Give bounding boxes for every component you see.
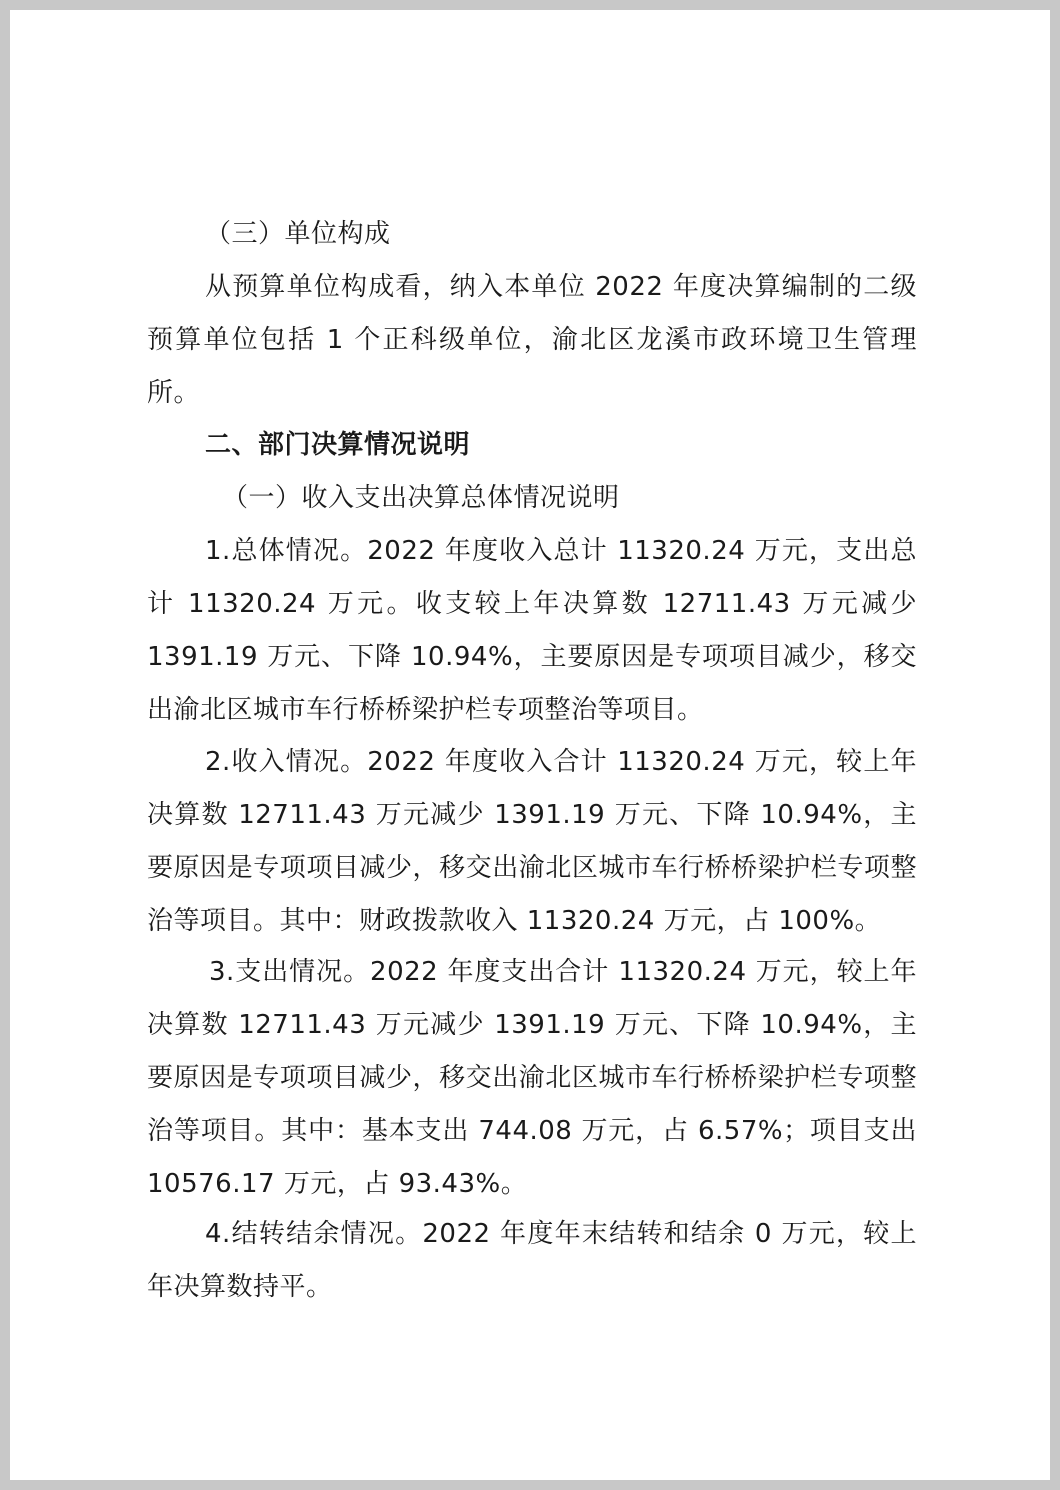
item-4-carryover: 4.结转结余情况。2022 年度年末结转和结余 0 万元，较上年决算数持平。 <box>147 1219 917 1302</box>
item-1-overall: 1.总体情况。2022 年度收入总计 11320.24 万元，支出总计 11320.24 万元。收支较上年决算数 12711.43 万元减少 1391.19 万元、下降 10.94%，主要原因是专项项目减少，移交出渝北区城市车行桥桥梁护栏专项整治等项目。 <box>147 536 917 725</box>
part-2-heading: 二、部门决算情况说明 <box>205 430 471 460</box>
section-3-body: 从预算单位构成看，纳入本单位 2022 年度决算编制的二级预算单位包括 1 个正科级单位，渝北区龙溪市政环境卫生管理所。 <box>147 272 917 408</box>
subsection-1-title: （一）收入支出决算总体情况说明 <box>222 483 620 513</box>
item-3-expenditure: 3.支出情况。2022 年度支出合计 11320.24 万元，较上年决算数 12711.43 万元减少 1391.19 万元、下降 10.94%，主要原因是专项项目减少，移交出渝北区城市车行桥桥梁护栏专项整治等项目。其中：基本支出 744.08 万元，占 6.57%；项目支出 10576.17 万元，占 93.43%。 <box>147 957 917 1199</box>
document-page <box>10 10 1050 1480</box>
section-3-title: （三）单位构成 <box>205 219 391 249</box>
item-2-income: 2.收入情况。2022 年度收入合计 11320.24 万元，较上年决算数 12711.43 万元减少 1391.19 万元、下降 10.94%，主要原因是专项项目减少，移交出渝北区城市车行桥桥梁护栏专项整治等项目。其中：财政拨款收入 11320.24 万元，占 100%。 <box>147 747 917 936</box>
